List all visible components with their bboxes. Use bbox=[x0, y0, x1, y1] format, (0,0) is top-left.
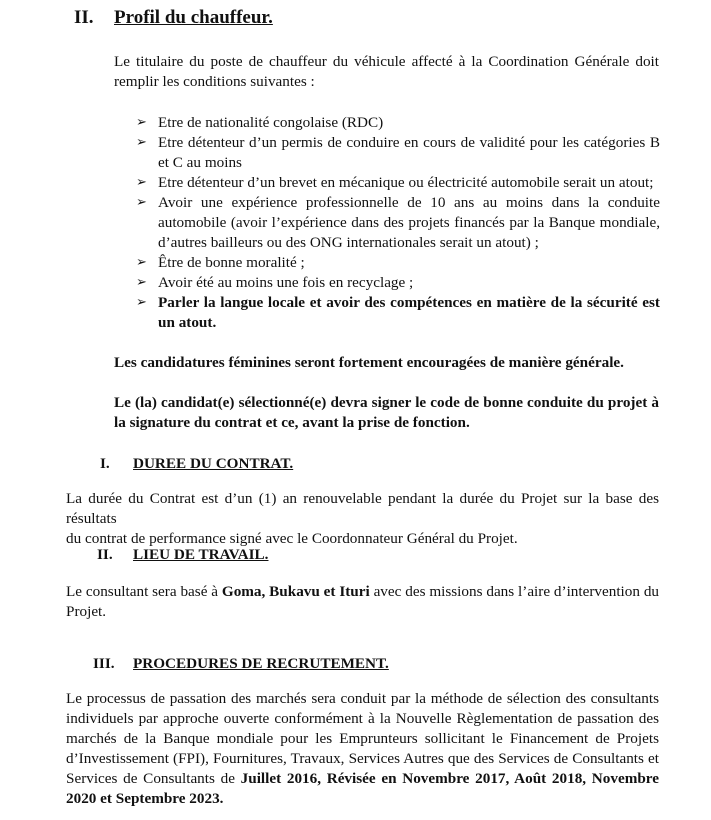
section-title: Profil du chauffeur. bbox=[114, 7, 273, 28]
list-item-text: d’autres bailleurs ou des ONG internationales serait un atout) ; bbox=[158, 234, 539, 251]
section-title: DUREE DU CONTRAT. bbox=[133, 455, 294, 472]
list-item bbox=[136, 253, 660, 273]
arrow-bullet-icon: ➢ bbox=[136, 195, 147, 210]
section-title: LIEU DE TRAVAIL. bbox=[133, 546, 269, 563]
section-heading-procedures bbox=[93, 654, 413, 676]
note-line: Le (la) candidat(e) sélectionné(e) devra signer le code de bonne conduite du projet à bbox=[114, 394, 659, 411]
paragraph-line: du contrat de performance signé avec le Coordonnateur Général du Projet. bbox=[66, 530, 518, 547]
procedures-paragraph bbox=[66, 689, 659, 809]
list-item-text: Parler la langue locale et avoir des compétences en matière de la sécurité est bbox=[158, 294, 660, 311]
section-number: III. bbox=[93, 655, 115, 672]
arrow-bullet-icon: ➢ bbox=[136, 275, 147, 290]
paragraph-line bbox=[66, 582, 659, 602]
profil-intro bbox=[114, 52, 659, 92]
lieu-paragraph bbox=[66, 582, 659, 622]
paragraph-line: Le processus de passation des marchés sera conduit par la méthode de sélection des consultants bbox=[66, 690, 659, 707]
list-item bbox=[136, 273, 660, 293]
list-item-text: Etre détenteur d’un permis de conduire en cours de validité pour les catégories B bbox=[158, 134, 660, 151]
list-item-text: Avoir une expérience professionnelle de 10 ans au moins dans la conduite bbox=[158, 194, 660, 211]
list-item bbox=[136, 293, 660, 333]
list-item-text: et C au moins bbox=[158, 154, 242, 171]
list-item-text: Etre de nationalité congolaise (RDC) bbox=[158, 114, 384, 131]
arrow-bullet-icon: ➢ bbox=[136, 175, 147, 190]
work-locations: Goma, Bukavu et Ituri bbox=[221, 583, 370, 600]
section-heading-profil bbox=[74, 6, 374, 32]
list-item bbox=[136, 133, 660, 173]
regulation-dates: 2020 et Septembre 2023. bbox=[66, 790, 224, 807]
section-number: II. bbox=[97, 546, 113, 563]
note-line: Les candidatures féminines seront fortement encouragées de manière générale. bbox=[114, 354, 624, 371]
list-item-text: Avoir été au moins une fois en recyclage ; bbox=[158, 274, 414, 291]
code-of-conduct-note bbox=[114, 393, 659, 433]
intro-line: remplir les conditions suivantes : bbox=[114, 73, 315, 90]
conditions-list bbox=[136, 113, 660, 333]
section-number: I. bbox=[100, 455, 110, 472]
regulation-dates: Juillet 2016, Révisée en Novembre 2017, Août 2018, Novembre bbox=[240, 770, 659, 787]
paragraph-line bbox=[66, 769, 659, 789]
arrow-bullet-icon: ➢ bbox=[136, 295, 147, 310]
duree-paragraph bbox=[66, 489, 659, 549]
feminine-note bbox=[114, 353, 659, 373]
paragraph-line: La durée du Contrat est d’un (1) an renouvelable pendant la durée du Projet sur la base des résultats bbox=[66, 490, 659, 527]
section-number: II. bbox=[74, 7, 94, 28]
list-item-text: un atout. bbox=[158, 314, 217, 331]
intro-line: Le titulaire du poste de chauffeur du véhicule affecté à la Coordination Générale doit bbox=[114, 53, 659, 70]
arrow-bullet-icon: ➢ bbox=[136, 255, 147, 270]
list-item bbox=[136, 193, 660, 253]
text-run: avec des missions dans l’aire d’intervention du bbox=[369, 583, 660, 600]
paragraph-line: Projet. bbox=[66, 603, 107, 620]
paragraph-line: individuels par approche ouverte conformément à la Nouvelle Règlementation de passation des bbox=[66, 710, 659, 727]
note-line: la signature du contrat et ce, avant la prise de fonction. bbox=[114, 414, 470, 431]
section-title: PROCEDURES DE RECRUTEMENT. bbox=[133, 655, 389, 672]
text-run: Le consultant sera basé à bbox=[66, 583, 222, 600]
list-item bbox=[136, 113, 660, 133]
section-heading-lieu bbox=[97, 545, 417, 567]
text-run: Services de Consultants de bbox=[66, 770, 241, 787]
paragraph-line: d’Investissement (FPI), Fournitures, Travaux, Services Autres que des Services de Consultants et bbox=[66, 750, 659, 767]
list-item-text: Etre détenteur d’un brevet en mécanique ou électricité automobile serait un atout; bbox=[158, 174, 654, 191]
list-item-text: Être de bonne moralité ; bbox=[158, 254, 305, 271]
list-item bbox=[136, 173, 660, 193]
list-item-text: automobile (avoir l’expérience dans des projets financés par la Banque mondiale, bbox=[158, 214, 660, 231]
arrow-bullet-icon: ➢ bbox=[136, 115, 147, 130]
arrow-bullet-icon: ➢ bbox=[136, 135, 147, 150]
section-heading-duree bbox=[100, 454, 420, 476]
paragraph-line: marchés de la Banque mondiale pour les Emprunteurs sollicitant le Financement de Projets bbox=[66, 730, 659, 747]
